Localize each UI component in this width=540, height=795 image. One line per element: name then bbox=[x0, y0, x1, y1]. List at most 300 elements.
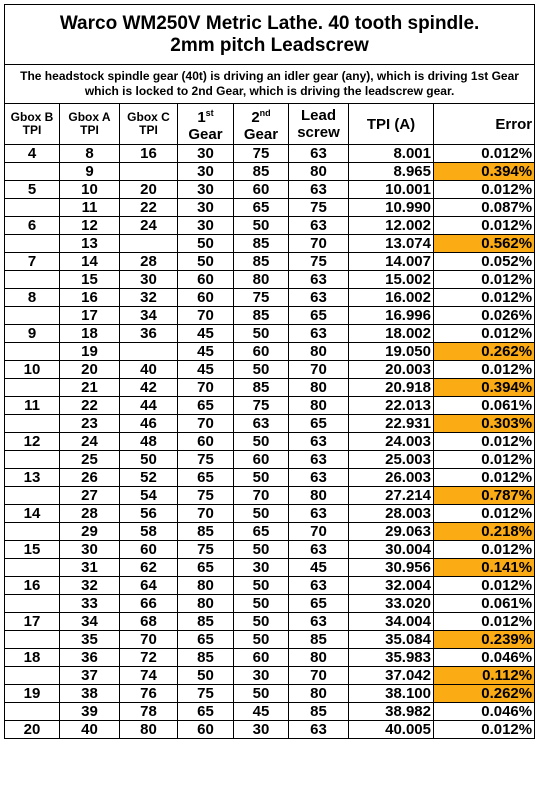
cell-gear-1: 50 bbox=[178, 667, 234, 685]
cell-tpi: 19.050 bbox=[349, 343, 434, 361]
cell-gear-2: 85 bbox=[234, 307, 289, 325]
cell-gbox-a: 9 bbox=[60, 163, 120, 181]
cell-error: 0.012% bbox=[434, 541, 535, 559]
title-line-1: Warco WM250V Metric Lathe. 40 tooth spindle. bbox=[59, 12, 480, 34]
cell-gbox-c: 54 bbox=[120, 487, 178, 505]
cell-gbox-a: 22 bbox=[60, 397, 120, 415]
cell-gbox-a: 36 bbox=[60, 649, 120, 667]
cell-error: 0.026% bbox=[434, 307, 535, 325]
cell-tpi: 25.003 bbox=[349, 451, 434, 469]
cell-gear-2: 65 bbox=[234, 523, 289, 541]
cell-gear-1: 30 bbox=[178, 199, 234, 217]
header-gbox-a: Gbox A TPI bbox=[60, 104, 120, 145]
cell-error: 0.141% bbox=[434, 559, 535, 577]
cell-gear-1: 60 bbox=[178, 433, 234, 451]
cell-tpi: 8.001 bbox=[349, 145, 434, 163]
cell-gear-2: 85 bbox=[234, 379, 289, 397]
cell-error: 0.061% bbox=[434, 595, 535, 613]
cell-gbox-b: 8 bbox=[5, 289, 60, 307]
cell-leadscrew: 80 bbox=[289, 397, 349, 415]
cell-gbox-c bbox=[120, 343, 178, 361]
cell-gbox-b: 9 bbox=[5, 325, 60, 343]
cell-gbox-c: 58 bbox=[120, 523, 178, 541]
cell-gear-1: 75 bbox=[178, 451, 234, 469]
cell-gbox-c: 36 bbox=[120, 325, 178, 343]
cell-gbox-c: 80 bbox=[120, 721, 178, 739]
cell-tpi: 18.002 bbox=[349, 325, 434, 343]
cell-gear-2: 70 bbox=[234, 487, 289, 505]
cell-tpi: 8.965 bbox=[349, 163, 434, 181]
cell-gbox-b: 11 bbox=[5, 397, 60, 415]
cell-gbox-a: 23 bbox=[60, 415, 120, 433]
cell-tpi: 12.002 bbox=[349, 217, 434, 235]
cell-tpi: 22.013 bbox=[349, 397, 434, 415]
cell-leadscrew: 63 bbox=[289, 577, 349, 595]
table-row bbox=[5, 397, 535, 415]
cell-gbox-b: 12 bbox=[5, 433, 60, 451]
cell-leadscrew: 75 bbox=[289, 253, 349, 271]
cell-error: 0.012% bbox=[434, 361, 535, 379]
cell-gbox-c: 20 bbox=[120, 181, 178, 199]
table-row bbox=[5, 523, 535, 541]
cell-gbox-a: 30 bbox=[60, 541, 120, 559]
cell-error: 0.052% bbox=[434, 253, 535, 271]
cell-gear-2: 63 bbox=[234, 415, 289, 433]
cell-leadscrew: 63 bbox=[289, 289, 349, 307]
cell-gbox-a: 16 bbox=[60, 289, 120, 307]
cell-leadscrew: 63 bbox=[289, 433, 349, 451]
cell-gbox-a: 28 bbox=[60, 505, 120, 523]
cell-gear-1: 30 bbox=[178, 181, 234, 199]
table-row bbox=[5, 145, 535, 163]
cell-gbox-b: 14 bbox=[5, 505, 60, 523]
cell-gear-1: 30 bbox=[178, 163, 234, 181]
cell-gbox-a: 37 bbox=[60, 667, 120, 685]
cell-error: 0.087% bbox=[434, 199, 535, 217]
cell-gbox-a: 8 bbox=[60, 145, 120, 163]
table-row bbox=[5, 685, 535, 703]
cell-gbox-c: 72 bbox=[120, 649, 178, 667]
cell-gbox-b bbox=[5, 631, 60, 649]
cell-tpi: 22.931 bbox=[349, 415, 434, 433]
cell-leadscrew: 65 bbox=[289, 307, 349, 325]
title bbox=[5, 5, 535, 65]
cell-gbox-c: 78 bbox=[120, 703, 178, 721]
cell-gbox-c: 40 bbox=[120, 361, 178, 379]
cell-error: 0.012% bbox=[434, 289, 535, 307]
cell-error: 0.012% bbox=[434, 721, 535, 739]
cell-error: 0.218% bbox=[434, 523, 535, 541]
cell-error: 0.112% bbox=[434, 667, 535, 685]
cell-leadscrew: 85 bbox=[289, 631, 349, 649]
table-row bbox=[5, 667, 535, 685]
cell-gear-1: 65 bbox=[178, 703, 234, 721]
cell-gbox-a: 35 bbox=[60, 631, 120, 649]
cell-tpi: 30.004 bbox=[349, 541, 434, 559]
cell-error: 0.012% bbox=[434, 433, 535, 451]
table-row bbox=[5, 433, 535, 451]
cell-tpi: 34.004 bbox=[349, 613, 434, 631]
cell-gear-2: 50 bbox=[234, 325, 289, 343]
cell-gbox-b: 7 bbox=[5, 253, 60, 271]
cell-tpi: 30.956 bbox=[349, 559, 434, 577]
cell-leadscrew: 63 bbox=[289, 325, 349, 343]
table-row bbox=[5, 163, 535, 181]
cell-gbox-a: 32 bbox=[60, 577, 120, 595]
cell-gbox-a: 20 bbox=[60, 361, 120, 379]
cell-gbox-c: 46 bbox=[120, 415, 178, 433]
table-row bbox=[5, 487, 535, 505]
cell-gbox-c: 68 bbox=[120, 613, 178, 631]
cell-leadscrew: 80 bbox=[289, 685, 349, 703]
cell-gbox-a: 39 bbox=[60, 703, 120, 721]
table-row bbox=[5, 361, 535, 379]
cell-leadscrew: 63 bbox=[289, 613, 349, 631]
cell-gear-1: 45 bbox=[178, 361, 234, 379]
cell-gbox-c: 62 bbox=[120, 559, 178, 577]
cell-error: 0.012% bbox=[434, 469, 535, 487]
title-line-2: 2mm pitch Leadscrew bbox=[170, 34, 369, 56]
cell-leadscrew: 63 bbox=[289, 541, 349, 559]
cell-error: 0.046% bbox=[434, 649, 535, 667]
cell-gear-1: 60 bbox=[178, 271, 234, 289]
cell-gear-2: 60 bbox=[234, 649, 289, 667]
cell-gear-2: 85 bbox=[234, 253, 289, 271]
cell-leadscrew: 70 bbox=[289, 667, 349, 685]
cell-gear-2: 75 bbox=[234, 397, 289, 415]
cell-leadscrew: 70 bbox=[289, 523, 349, 541]
cell-gbox-a: 19 bbox=[60, 343, 120, 361]
header-gbox-b: Gbox B TPI bbox=[5, 104, 60, 145]
cell-tpi: 24.003 bbox=[349, 433, 434, 451]
table-row bbox=[5, 217, 535, 235]
cell-gbox-c: 70 bbox=[120, 631, 178, 649]
cell-gear-1: 45 bbox=[178, 325, 234, 343]
cell-gear-1: 50 bbox=[178, 253, 234, 271]
table-row bbox=[5, 379, 535, 397]
cell-gbox-b: 13 bbox=[5, 469, 60, 487]
cell-tpi: 16.996 bbox=[349, 307, 434, 325]
cell-leadscrew: 63 bbox=[289, 469, 349, 487]
header-tpi-a: TPI (A) bbox=[349, 104, 434, 145]
cell-error: 0.012% bbox=[434, 451, 535, 469]
cell-gear-1: 60 bbox=[178, 289, 234, 307]
header-gbox-c: Gbox C TPI bbox=[120, 104, 178, 145]
cell-gear-1: 45 bbox=[178, 343, 234, 361]
cell-gbox-c: 16 bbox=[120, 145, 178, 163]
cell-gear-1: 70 bbox=[178, 505, 234, 523]
cell-gbox-b bbox=[5, 703, 60, 721]
cell-leadscrew: 63 bbox=[289, 145, 349, 163]
cell-leadscrew: 85 bbox=[289, 703, 349, 721]
cell-error: 0.012% bbox=[434, 577, 535, 595]
table-row bbox=[5, 325, 535, 343]
cell-tpi: 20.918 bbox=[349, 379, 434, 397]
cell-gbox-c: 56 bbox=[120, 505, 178, 523]
cell-gbox-c: 50 bbox=[120, 451, 178, 469]
cell-gear-2: 50 bbox=[234, 361, 289, 379]
cell-error: 0.012% bbox=[434, 505, 535, 523]
cell-gear-1: 50 bbox=[178, 235, 234, 253]
cell-gear-1: 85 bbox=[178, 649, 234, 667]
cell-gbox-b: 4 bbox=[5, 145, 60, 163]
cell-gear-1: 65 bbox=[178, 469, 234, 487]
cell-tpi: 15.002 bbox=[349, 271, 434, 289]
cell-error: 0.012% bbox=[434, 217, 535, 235]
cell-leadscrew: 63 bbox=[289, 181, 349, 199]
header-row bbox=[5, 104, 535, 145]
cell-gear-1: 70 bbox=[178, 307, 234, 325]
cell-gear-2: 50 bbox=[234, 469, 289, 487]
cell-gbox-c: 32 bbox=[120, 289, 178, 307]
cell-gbox-a: 15 bbox=[60, 271, 120, 289]
cell-error: 0.012% bbox=[434, 271, 535, 289]
cell-gbox-c: 76 bbox=[120, 685, 178, 703]
table-row bbox=[5, 631, 535, 649]
cell-gear-1: 75 bbox=[178, 685, 234, 703]
cell-gbox-a: 24 bbox=[60, 433, 120, 451]
cell-gear-1: 70 bbox=[178, 379, 234, 397]
cell-gear-1: 65 bbox=[178, 631, 234, 649]
cell-gbox-b: 16 bbox=[5, 577, 60, 595]
cell-gbox-c: 48 bbox=[120, 433, 178, 451]
cell-error: 0.012% bbox=[434, 613, 535, 631]
table-row bbox=[5, 289, 535, 307]
cell-gear-2: 50 bbox=[234, 595, 289, 613]
gear-table bbox=[4, 4, 535, 739]
cell-error: 0.787% bbox=[434, 487, 535, 505]
cell-gbox-a: 26 bbox=[60, 469, 120, 487]
cell-gear-2: 30 bbox=[234, 559, 289, 577]
cell-tpi: 35.983 bbox=[349, 649, 434, 667]
cell-tpi: 32.004 bbox=[349, 577, 434, 595]
spreadsheet bbox=[4, 4, 534, 739]
cell-error: 0.239% bbox=[434, 631, 535, 649]
cell-gear-2: 45 bbox=[234, 703, 289, 721]
cell-gbox-b bbox=[5, 271, 60, 289]
cell-tpi: 14.007 bbox=[349, 253, 434, 271]
cell-gbox-b: 19 bbox=[5, 685, 60, 703]
cell-gbox-b bbox=[5, 559, 60, 577]
cell-gear-2: 50 bbox=[234, 685, 289, 703]
table-row bbox=[5, 235, 535, 253]
cell-error: 0.012% bbox=[434, 325, 535, 343]
cell-gbox-a: 11 bbox=[60, 199, 120, 217]
cell-gear-1: 65 bbox=[178, 397, 234, 415]
cell-leadscrew: 70 bbox=[289, 361, 349, 379]
cell-gbox-a: 10 bbox=[60, 181, 120, 199]
cell-gear-1: 85 bbox=[178, 523, 234, 541]
cell-leadscrew: 80 bbox=[289, 649, 349, 667]
cell-gbox-b bbox=[5, 163, 60, 181]
cell-gear-2: 75 bbox=[234, 289, 289, 307]
table-row bbox=[5, 649, 535, 667]
table-row bbox=[5, 505, 535, 523]
cell-gear-2: 50 bbox=[234, 217, 289, 235]
cell-leadscrew: 75 bbox=[289, 199, 349, 217]
cell-gbox-b bbox=[5, 199, 60, 217]
cell-gbox-c: 74 bbox=[120, 667, 178, 685]
cell-gear-2: 65 bbox=[234, 199, 289, 217]
cell-gear-1: 60 bbox=[178, 721, 234, 739]
cell-leadscrew: 45 bbox=[289, 559, 349, 577]
table-row bbox=[5, 469, 535, 487]
cell-gbox-a: 33 bbox=[60, 595, 120, 613]
cell-tpi: 20.003 bbox=[349, 361, 434, 379]
cell-gear-2: 50 bbox=[234, 577, 289, 595]
cell-gbox-a: 18 bbox=[60, 325, 120, 343]
cell-gear-2: 85 bbox=[234, 235, 289, 253]
cell-gbox-c: 44 bbox=[120, 397, 178, 415]
cell-leadscrew: 80 bbox=[289, 379, 349, 397]
cell-gear-2: 85 bbox=[234, 163, 289, 181]
cell-gbox-a: 27 bbox=[60, 487, 120, 505]
cell-gbox-a: 14 bbox=[60, 253, 120, 271]
cell-gear-2: 30 bbox=[234, 667, 289, 685]
header-error: Error bbox=[434, 104, 535, 145]
table-row bbox=[5, 271, 535, 289]
cell-tpi: 28.003 bbox=[349, 505, 434, 523]
table-row bbox=[5, 307, 535, 325]
cell-gear-1: 65 bbox=[178, 559, 234, 577]
cell-error: 0.012% bbox=[434, 181, 535, 199]
cell-gbox-a: 13 bbox=[60, 235, 120, 253]
table-body bbox=[5, 145, 535, 739]
cell-leadscrew: 63 bbox=[289, 505, 349, 523]
cell-error: 0.394% bbox=[434, 379, 535, 397]
table-row bbox=[5, 721, 535, 739]
cell-tpi: 26.003 bbox=[349, 469, 434, 487]
cell-gbox-c: 30 bbox=[120, 271, 178, 289]
cell-leadscrew: 80 bbox=[289, 343, 349, 361]
cell-gear-2: 50 bbox=[234, 541, 289, 559]
table-row bbox=[5, 613, 535, 631]
cell-gbox-b: 15 bbox=[5, 541, 60, 559]
cell-error: 0.046% bbox=[434, 703, 535, 721]
cell-gbox-b bbox=[5, 523, 60, 541]
cell-leadscrew: 80 bbox=[289, 163, 349, 181]
cell-gbox-b: 6 bbox=[5, 217, 60, 235]
cell-error: 0.262% bbox=[434, 685, 535, 703]
cell-gear-1: 30 bbox=[178, 145, 234, 163]
cell-gear-2: 50 bbox=[234, 433, 289, 451]
cell-error: 0.012% bbox=[434, 145, 535, 163]
cell-gear-2: 30 bbox=[234, 721, 289, 739]
table-row bbox=[5, 199, 535, 217]
table-row bbox=[5, 559, 535, 577]
cell-gbox-a: 38 bbox=[60, 685, 120, 703]
cell-gear-2: 60 bbox=[234, 451, 289, 469]
cell-gear-1: 70 bbox=[178, 415, 234, 433]
cell-tpi: 16.002 bbox=[349, 289, 434, 307]
cell-gbox-b bbox=[5, 307, 60, 325]
cell-gbox-c: 24 bbox=[120, 217, 178, 235]
cell-gear-2: 50 bbox=[234, 631, 289, 649]
cell-gbox-c: 22 bbox=[120, 199, 178, 217]
cell-tpi: 10.001 bbox=[349, 181, 434, 199]
cell-error: 0.061% bbox=[434, 397, 535, 415]
table-row bbox=[5, 541, 535, 559]
cell-tpi: 37.042 bbox=[349, 667, 434, 685]
cell-gbox-b bbox=[5, 451, 60, 469]
cell-gbox-b: 17 bbox=[5, 613, 60, 631]
cell-gear-1: 80 bbox=[178, 595, 234, 613]
cell-gbox-a: 12 bbox=[60, 217, 120, 235]
cell-gbox-c bbox=[120, 163, 178, 181]
table-row bbox=[5, 703, 535, 721]
cell-gbox-a: 21 bbox=[60, 379, 120, 397]
table-row bbox=[5, 577, 535, 595]
cell-leadscrew: 63 bbox=[289, 271, 349, 289]
table-row bbox=[5, 343, 535, 361]
cell-error: 0.562% bbox=[434, 235, 535, 253]
cell-tpi: 38.982 bbox=[349, 703, 434, 721]
cell-gear-1: 75 bbox=[178, 487, 234, 505]
cell-gbox-c: 60 bbox=[120, 541, 178, 559]
cell-gear-2: 60 bbox=[234, 181, 289, 199]
cell-gbox-b bbox=[5, 379, 60, 397]
cell-leadscrew: 65 bbox=[289, 415, 349, 433]
cell-tpi: 35.084 bbox=[349, 631, 434, 649]
cell-leadscrew: 70 bbox=[289, 235, 349, 253]
cell-gbox-b: 18 bbox=[5, 649, 60, 667]
table-row bbox=[5, 253, 535, 271]
header-leadscrew: Lead screw bbox=[289, 104, 349, 145]
cell-gear-2: 75 bbox=[234, 145, 289, 163]
table-row bbox=[5, 595, 535, 613]
table-row bbox=[5, 415, 535, 433]
cell-gbox-b bbox=[5, 415, 60, 433]
cell-gbox-b: 20 bbox=[5, 721, 60, 739]
cell-gear-1: 85 bbox=[178, 613, 234, 631]
cell-tpi: 10.990 bbox=[349, 199, 434, 217]
cell-tpi: 38.100 bbox=[349, 685, 434, 703]
cell-gbox-a: 29 bbox=[60, 523, 120, 541]
cell-gear-1: 80 bbox=[178, 577, 234, 595]
cell-gbox-c: 34 bbox=[120, 307, 178, 325]
cell-gbox-c: 66 bbox=[120, 595, 178, 613]
header-2nd-gear: 2nd Gear bbox=[234, 104, 289, 145]
cell-gbox-c: 28 bbox=[120, 253, 178, 271]
cell-leadscrew: 65 bbox=[289, 595, 349, 613]
cell-leadscrew: 63 bbox=[289, 451, 349, 469]
cell-gbox-a: 25 bbox=[60, 451, 120, 469]
cell-tpi: 27.214 bbox=[349, 487, 434, 505]
cell-gbox-a: 40 bbox=[60, 721, 120, 739]
cell-gear-2: 60 bbox=[234, 343, 289, 361]
cell-gbox-c: 42 bbox=[120, 379, 178, 397]
cell-gbox-a: 34 bbox=[60, 613, 120, 631]
cell-leadscrew: 80 bbox=[289, 487, 349, 505]
cell-gbox-b bbox=[5, 343, 60, 361]
cell-gear-2: 50 bbox=[234, 613, 289, 631]
cell-error: 0.262% bbox=[434, 343, 535, 361]
cell-gbox-c: 64 bbox=[120, 577, 178, 595]
table-row bbox=[5, 451, 535, 469]
cell-error: 0.394% bbox=[434, 163, 535, 181]
cell-gear-2: 50 bbox=[234, 505, 289, 523]
cell-gear-1: 30 bbox=[178, 217, 234, 235]
cell-gbox-a: 31 bbox=[60, 559, 120, 577]
cell-gear-1: 75 bbox=[178, 541, 234, 559]
cell-gbox-b bbox=[5, 667, 60, 685]
cell-gbox-b bbox=[5, 235, 60, 253]
description-note: The headstock spindle gear (40t) is driving an idler gear (any), which is driving 1st Gear which is locked to 2nd Gear, which is driving the leadscrew gear. bbox=[5, 65, 535, 104]
cell-tpi: 29.063 bbox=[349, 523, 434, 541]
cell-gbox-c: 52 bbox=[120, 469, 178, 487]
cell-gbox-a: 17 bbox=[60, 307, 120, 325]
cell-tpi: 13.074 bbox=[349, 235, 434, 253]
